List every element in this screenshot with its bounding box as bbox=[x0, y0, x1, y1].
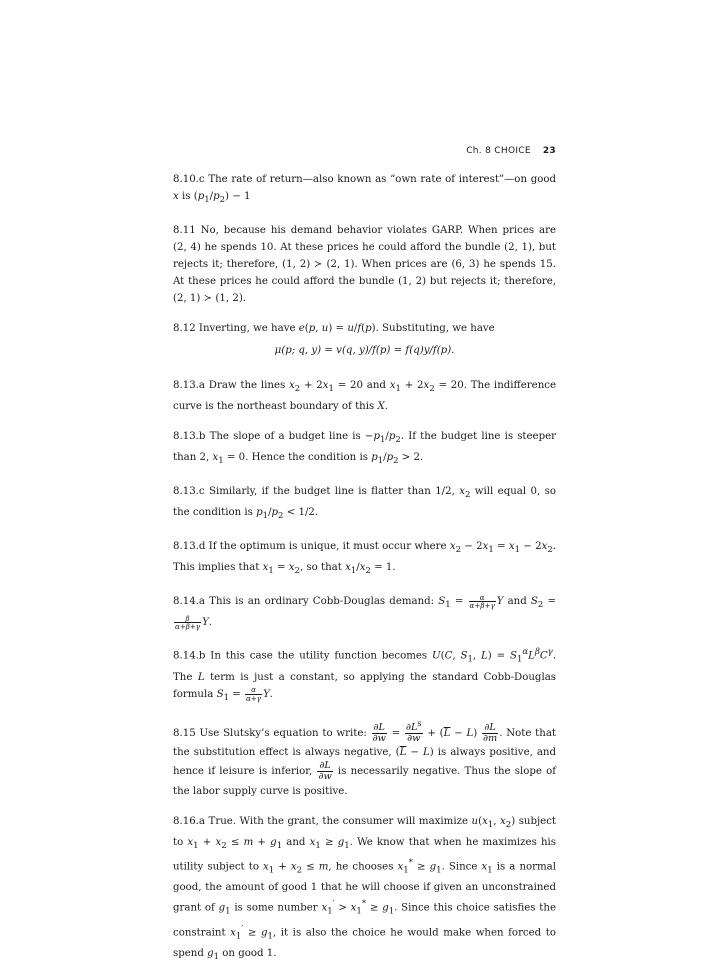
body-text bbox=[173, 171, 556, 979]
answer-8-16-a: 8.16.a True. With the grant, the consumer will maximize $u(x_1$, $x_2$) subject to $x_1 + x_2 \le m + g_1$ and $x_1 \ge g_1$. We know that when he maximizes his utility subject to $x_1 + x_2 \le m$, he chooses $x_1^* \ge g_1$. Since $x_1$ is a normal good, the amount of good 1 that he will choose if given an unconstrained grant of $g_1$ is some number $x_1' > x_1^* \ge g_1$. Since this choice satisfies the constraint $x_1' \ge g_1$, it is also the choice he would make when forced to spend $g_1$ on good 1. bbox=[173, 815, 557, 962]
answer-8-13-c: 8.13.c Similarly, if the budget line is flatter than 1/2, $x_2$ will equal 0, so the condition is $p_1/p_2 < 1/2$. bbox=[173, 486, 556, 522]
answer-8-14-b: 8.14.b In this case the utility function becomes U(C, $S_1$, $L) = S_1^\alpha L^\beta C^\gamma$. The L term is just a constant, so applying the standard Cobb-Douglas formula $S_1$ = $\frac{\alpha}{\alpha+\gamma}$ Y. bbox=[173, 647, 556, 703]
answer-8-11: 8.11 No, because his demand behavior violates GARP. When prices are (2, 4) he spends 10. At these prices he could afford the bundle (2, 1), but rejects it; therefore, (1, 2) ≻ (2, 1). When prices are (6, 3) he spends 15. At these prices he could afford the bundle (1, 2) but rejects it; therefore, (2, 1) ≻ (1, 2). bbox=[173, 225, 556, 305]
answer-8-13-a: 8.13.a Draw the lines $x_2 + 2x_1 = 20$ and $x_1 + 2x_2 = 20$. The indifference curve is the northeast boundary of this X. bbox=[173, 380, 556, 413]
answer-8-12: 8.12 Inverting, we have e(p, u) = u/f(p). Substituting, we have bbox=[173, 323, 495, 335]
running-head bbox=[173, 146, 556, 156]
answer-8-15: 8.15 Use Slutsky’s equation to write: $\frac{\partial L}{\partial w}$ = $\frac{\partial L^s}{\partial w}$ + $(\overline{L} - L)$ $\frac{\partial L}{\partial m}$ . Note that the substitution effect is always negative, $(\overline{L} - L)$ is always positive, and hence if leisure is inferior, $\frac{\partial L}{\partial w}$ is necessarily negative. Thus the slope of the labor supply curve is positive. bbox=[173, 718, 557, 797]
answer-8-13-d: 8.13.d If the optimum is unique, it must occur where $x_2 - 2x_1 = x_1 - 2x_2$. This implies that $x_1 = x_2$, so that $x_1/x_2 = 1$. bbox=[173, 541, 557, 577]
answer-8-13-b: 8.13.b The slope of a budget line is $-p_1/p_2$. If the budget line is steeper than 2, $x_1 = 0$. Hence the condition is $p_1/p_2 > 2$. bbox=[173, 431, 556, 467]
equation-8-12: μ(p; q, y) = v(q, y)/f(p) = f(q)y/f(p). bbox=[274, 345, 455, 357]
answer-8-10-c: 8.10.c The rate of return—also known as “own rate of interest”—on good x is $(p_1/p_2) - 1$ bbox=[173, 174, 556, 206]
answer-8-14-a: 8.14.a This is an ordinary Cobb-Douglas demand: $S_1$ = $\frac{\alpha}{\alpha+\beta+\gamma}$ Y and $S_2$ = $\frac{\beta}{\alpha+\beta+\gamma}$ Y. bbox=[173, 592, 557, 632]
chapter-title: Ch. 8 CHOICE bbox=[466, 146, 531, 156]
page-number: 23 bbox=[542, 146, 556, 156]
